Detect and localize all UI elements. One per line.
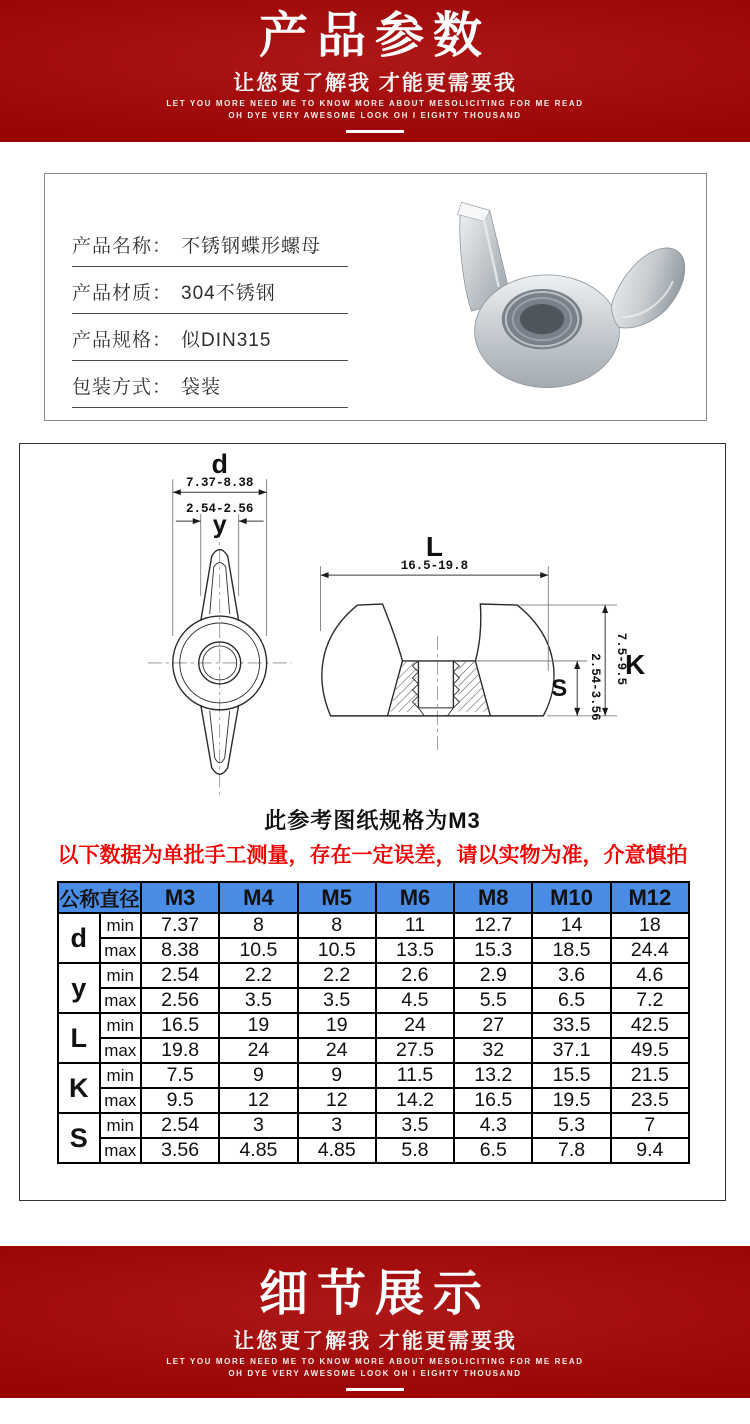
field-label: 产品材质： [72, 283, 173, 304]
tagline-line2: OH DYE VERY AWESOME LOOK OH I EIGHTY THOUSAND [228, 111, 522, 121]
spec-value: 4.6 [611, 963, 689, 988]
spec-value: 32 [454, 1038, 532, 1063]
wing-nut-illustration [457, 202, 684, 387]
param-label: d [58, 913, 100, 963]
field-value: 袋装 [181, 377, 222, 398]
spec-value: 21.5 [611, 1063, 689, 1088]
minmax-label: max [100, 988, 142, 1013]
spec-value: 2.6 [376, 963, 454, 988]
spec-value: 6.5 [532, 988, 610, 1013]
spec-value: 12 [298, 1088, 376, 1113]
minmax-label: max [100, 938, 142, 963]
table-col-header: M6 [376, 882, 454, 913]
table-col-header: M10 [532, 882, 610, 913]
spec-value: 9.5 [141, 1088, 219, 1113]
dim-S-range: 2.54-3.56 [588, 653, 603, 721]
dim-y-range: 2.54-2.56 [186, 502, 254, 517]
spec-value: 2.54 [141, 963, 219, 988]
spec-value: 11.5 [376, 1063, 454, 1088]
spec-value: 9 [298, 1063, 376, 1088]
drawing-caption: 此参考图纸规格为M3 [264, 808, 481, 833]
spec-value: 7.37 [141, 913, 219, 938]
spec-value: 33.5 [532, 1013, 610, 1038]
table-col-header: M3 [141, 882, 219, 913]
minmax-label: max [100, 1138, 142, 1163]
spec-value: 6.5 [454, 1138, 532, 1163]
spec-value: 4.85 [219, 1138, 297, 1163]
product-field-name [72, 234, 348, 267]
tagline-line2: OH DYE VERY AWESOME LOOK OH I EIGHTY THOUSAND [228, 1369, 522, 1379]
table-corner-header: 公称直径 [58, 882, 141, 913]
spec-value: 12 [219, 1088, 297, 1113]
minmax-label: min [100, 913, 142, 938]
param-label: L [58, 1013, 100, 1063]
spec-value: 7.2 [611, 988, 689, 1013]
spec-value: 10.5 [219, 938, 297, 963]
spec-value: 3.5 [219, 988, 297, 1013]
spec-value: 4.3 [454, 1113, 532, 1138]
top-view-drawing [148, 449, 292, 798]
spec-value: 37.1 [532, 1038, 610, 1063]
spec-value: 18.5 [532, 938, 610, 963]
spec-value: 2.9 [454, 963, 532, 988]
spec-value: 3.6 [532, 963, 610, 988]
table-col-header: M4 [219, 882, 297, 913]
tagline-line1: LET YOU MORE NEED ME TO KNOW MORE ABOUT MESOLICITING FOR ME READ [166, 98, 584, 108]
spec-section [19, 443, 726, 1201]
footer-banner [0, 1246, 750, 1398]
spec-value: 3.5 [298, 988, 376, 1013]
field-value: 似DIN315 [181, 330, 272, 351]
spec-value: 10.5 [298, 938, 376, 963]
spec-value: 24.4 [611, 938, 689, 963]
spec-value: 24 [219, 1038, 297, 1063]
spec-value: 9 [219, 1063, 297, 1088]
spec-value: 8 [298, 913, 376, 938]
spec-value: 5.3 [532, 1113, 610, 1138]
product-info-box [44, 173, 707, 421]
dim-L-label: L [425, 531, 443, 563]
spec-value: 18 [611, 913, 689, 938]
spec-value: 7 [611, 1113, 689, 1138]
spec-value: 2.2 [219, 963, 297, 988]
dim-d-range: 7.37-8.38 [186, 476, 254, 491]
spec-value: 16.5 [141, 1013, 219, 1038]
divider-line [346, 1388, 404, 1391]
minmax-label: min [100, 1113, 142, 1138]
spec-value: 15.3 [454, 938, 532, 963]
spec-value: 19 [219, 1013, 297, 1038]
section-title: 细节展示 [258, 1267, 491, 1321]
minmax-label: min [100, 1013, 142, 1038]
product-field-material [72, 281, 348, 314]
field-label: 产品名称： [72, 236, 173, 257]
field-label: 产品规格： [72, 330, 173, 351]
spec-value: 27.5 [376, 1038, 454, 1063]
spec-value: 24 [298, 1038, 376, 1063]
header-banner [0, 0, 750, 142]
field-value: 304不锈钢 [181, 283, 276, 304]
minmax-label: min [100, 1063, 142, 1088]
minmax-label: max [100, 1038, 142, 1063]
section-title: 产品参数 [258, 9, 491, 63]
spec-value: 3 [298, 1113, 376, 1138]
minmax-label: min [100, 963, 142, 988]
side-view-drawing [321, 531, 646, 753]
dim-K-label: K [625, 648, 646, 680]
dim-d-label: d [211, 449, 228, 480]
spec-value: 27 [454, 1013, 532, 1038]
spec-value: 13.2 [454, 1063, 532, 1088]
spec-value: 2.54 [141, 1113, 219, 1138]
spec-value: 13.5 [376, 938, 454, 963]
technical-drawing [20, 446, 725, 806]
spec-value: 8 [219, 913, 297, 938]
spec-value: 11 [376, 913, 454, 938]
param-label: K [58, 1063, 100, 1113]
measurement-warning: 以下数据为单批手工测量，存在一定误差，请以实物为准，介意慎拍 [57, 844, 688, 867]
spec-value: 49.5 [611, 1038, 689, 1063]
spec-value: 12.7 [454, 913, 532, 938]
spec-value: 24 [376, 1013, 454, 1038]
param-label: S [58, 1113, 100, 1163]
dim-S-label: S [551, 674, 568, 702]
divider-line [346, 130, 404, 133]
spec-value: 3 [219, 1113, 297, 1138]
section-subtitle: 让您更了解我 才能更需要我 [233, 1329, 517, 1353]
spec-value: 19.5 [532, 1088, 610, 1113]
spec-value: 2.56 [141, 988, 219, 1013]
spec-value: 15.5 [532, 1063, 610, 1088]
table-col-header: M12 [611, 882, 689, 913]
product-fields [72, 234, 348, 422]
dim-K-range: 7.5-9.5 [614, 632, 629, 686]
spec-value: 8.38 [141, 938, 219, 963]
dim-L-range: 16.5-19.8 [400, 559, 469, 574]
spec-value: 3.56 [141, 1138, 219, 1163]
spec-value: 2.2 [298, 963, 376, 988]
field-label: 包装方式： [72, 377, 173, 398]
spec-value: 19.8 [141, 1038, 219, 1063]
section-subtitle: 让您更了解我 才能更需要我 [233, 71, 517, 95]
spec-table [57, 881, 690, 1164]
spec-value: 7.8 [532, 1138, 610, 1163]
spec-value: 3.5 [376, 1113, 454, 1138]
spec-value: 19 [298, 1013, 376, 1038]
spec-value: 5.5 [454, 988, 532, 1013]
minmax-label: max [100, 1088, 142, 1113]
tagline-line1: LET YOU MORE NEED ME TO KNOW MORE ABOUT MESOLICITING FOR ME READ [166, 1356, 584, 1366]
spec-value: 7.5 [141, 1063, 219, 1088]
spec-value: 4.85 [298, 1138, 376, 1163]
product-photo-wing-nut [383, 188, 695, 408]
spec-value: 23.5 [611, 1088, 689, 1113]
spec-value: 5.8 [376, 1138, 454, 1163]
spec-value: 16.5 [454, 1088, 532, 1113]
table-col-header: M5 [298, 882, 376, 913]
spec-value: 42.5 [611, 1013, 689, 1038]
dim-y-label: y [212, 511, 227, 540]
product-field-packaging [72, 375, 348, 408]
spec-value: 4.5 [376, 988, 454, 1013]
product-field-spec [72, 328, 348, 361]
table-col-header: M8 [454, 882, 532, 913]
spec-value: 14.2 [376, 1088, 454, 1113]
spec-value: 9.4 [611, 1138, 689, 1163]
spec-value: 14 [532, 913, 610, 938]
field-value: 不锈钢蝶形螺母 [181, 236, 322, 257]
param-label: y [58, 963, 100, 1013]
